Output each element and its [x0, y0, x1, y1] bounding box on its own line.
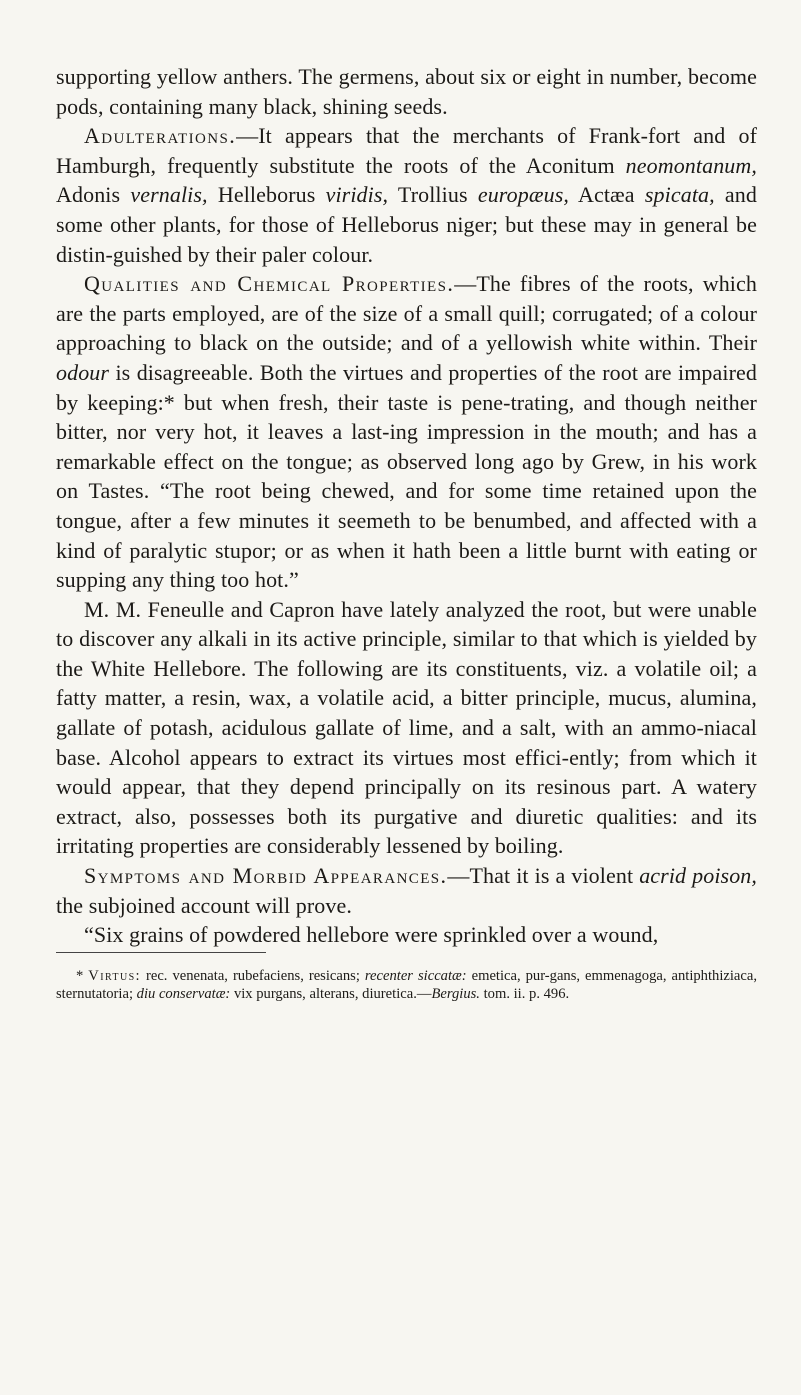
- paragraph-qualities: Qualities and Chemical Properties.—The fibres of the roots, which are the parts employed, are of the size of a small quill; corrugated; of a colour approaching to black on the outside; and of a yellowish white within. Their odour is disagreeable. Both the virtues and properties of the root are impaired by keeping:* but when fresh, their taste is pene-trating, and though neither bitter, nor very hot, it leaves a last-ing impression in the mouth; and has a remarkable effect on the tongue; as observed long ago by Grew, in his work on Tastes. “The root being chewed, and for some time retained upon the tongue, after a few minutes it seemeth to be benumbed, and affected with a kind of paralytic stupor; or as when it hath been a little burnt with eating or supping any thing too hot.”: [56, 271, 757, 593]
- section-heading-qualities: Qualities and Chemical Properties.: [84, 271, 455, 297]
- paragraph-analysis: M. M. Feneulle and Capron have lately analyzed the root, but were unable to discover any alkali in its active principle, similar to that which is yielded by the White Hellebore. The following are its constituents, viz. a volatile oil; a fatty matter, a resin, wax, a volatile acid, a bitter principle, mucus, alumina, gallate of potash, acidulous gallate of lime, and a salt, with an ammo-niacal base. Alcohol appears to extract its virtues most effici-ently; from which it would appear, that they depend principally on its resinous part. A watery extract, also, possesses both its purgative and diuretic qualities: and its irritating properties are considerably lessened by boiling.: [56, 596, 757, 859]
- section-heading-adulterations: Adulterations.: [84, 123, 237, 149]
- footnote: * Virtus: rec. venenata, rubefaciens, resicans; recenter siccatæ: emetica, pur-gans, emmenagoga, antiphthiziaca, sternutatoria; diu conservatæ: vix purgans, alterans, diuretica.—Bergius. tom. ii. p. 496.: [56, 968, 757, 1003]
- paragraph-symptoms: Symptoms and Morbid Appearances.—That it is a violent acrid poison, the subjoined account will prove.: [56, 863, 757, 918]
- main-text: [56, 62, 757, 950]
- paragraph-text: supporting yellow anthers. The germens, about six or eight in number, become pods, containing many black, shining seeds.: [56, 64, 757, 119]
- footnote-heading: Virtus:: [88, 968, 141, 985]
- section-heading-symptoms: Symptoms and Morbid Appearances.: [84, 863, 448, 889]
- paragraph-adulterations: Adulterations.—It appears that the merchants of Frank-fort and of Hamburgh, frequently substitute the roots of the Aconitum neomontanum, Adonis vernalis, Helleborus viridis, Trollius europæus, Actæa spicata, and some other plants, for those of Helleborus niger; but these may in general be distin-guished by their paler colour.: [56, 123, 757, 267]
- paragraph-description-end: [56, 62, 757, 121]
- paragraph-quote-start: “Six grains of powdered hellebore were sprinkled over a wound,: [84, 922, 659, 948]
- footnote-marker: *: [76, 968, 89, 985]
- footnote-divider: [56, 952, 266, 953]
